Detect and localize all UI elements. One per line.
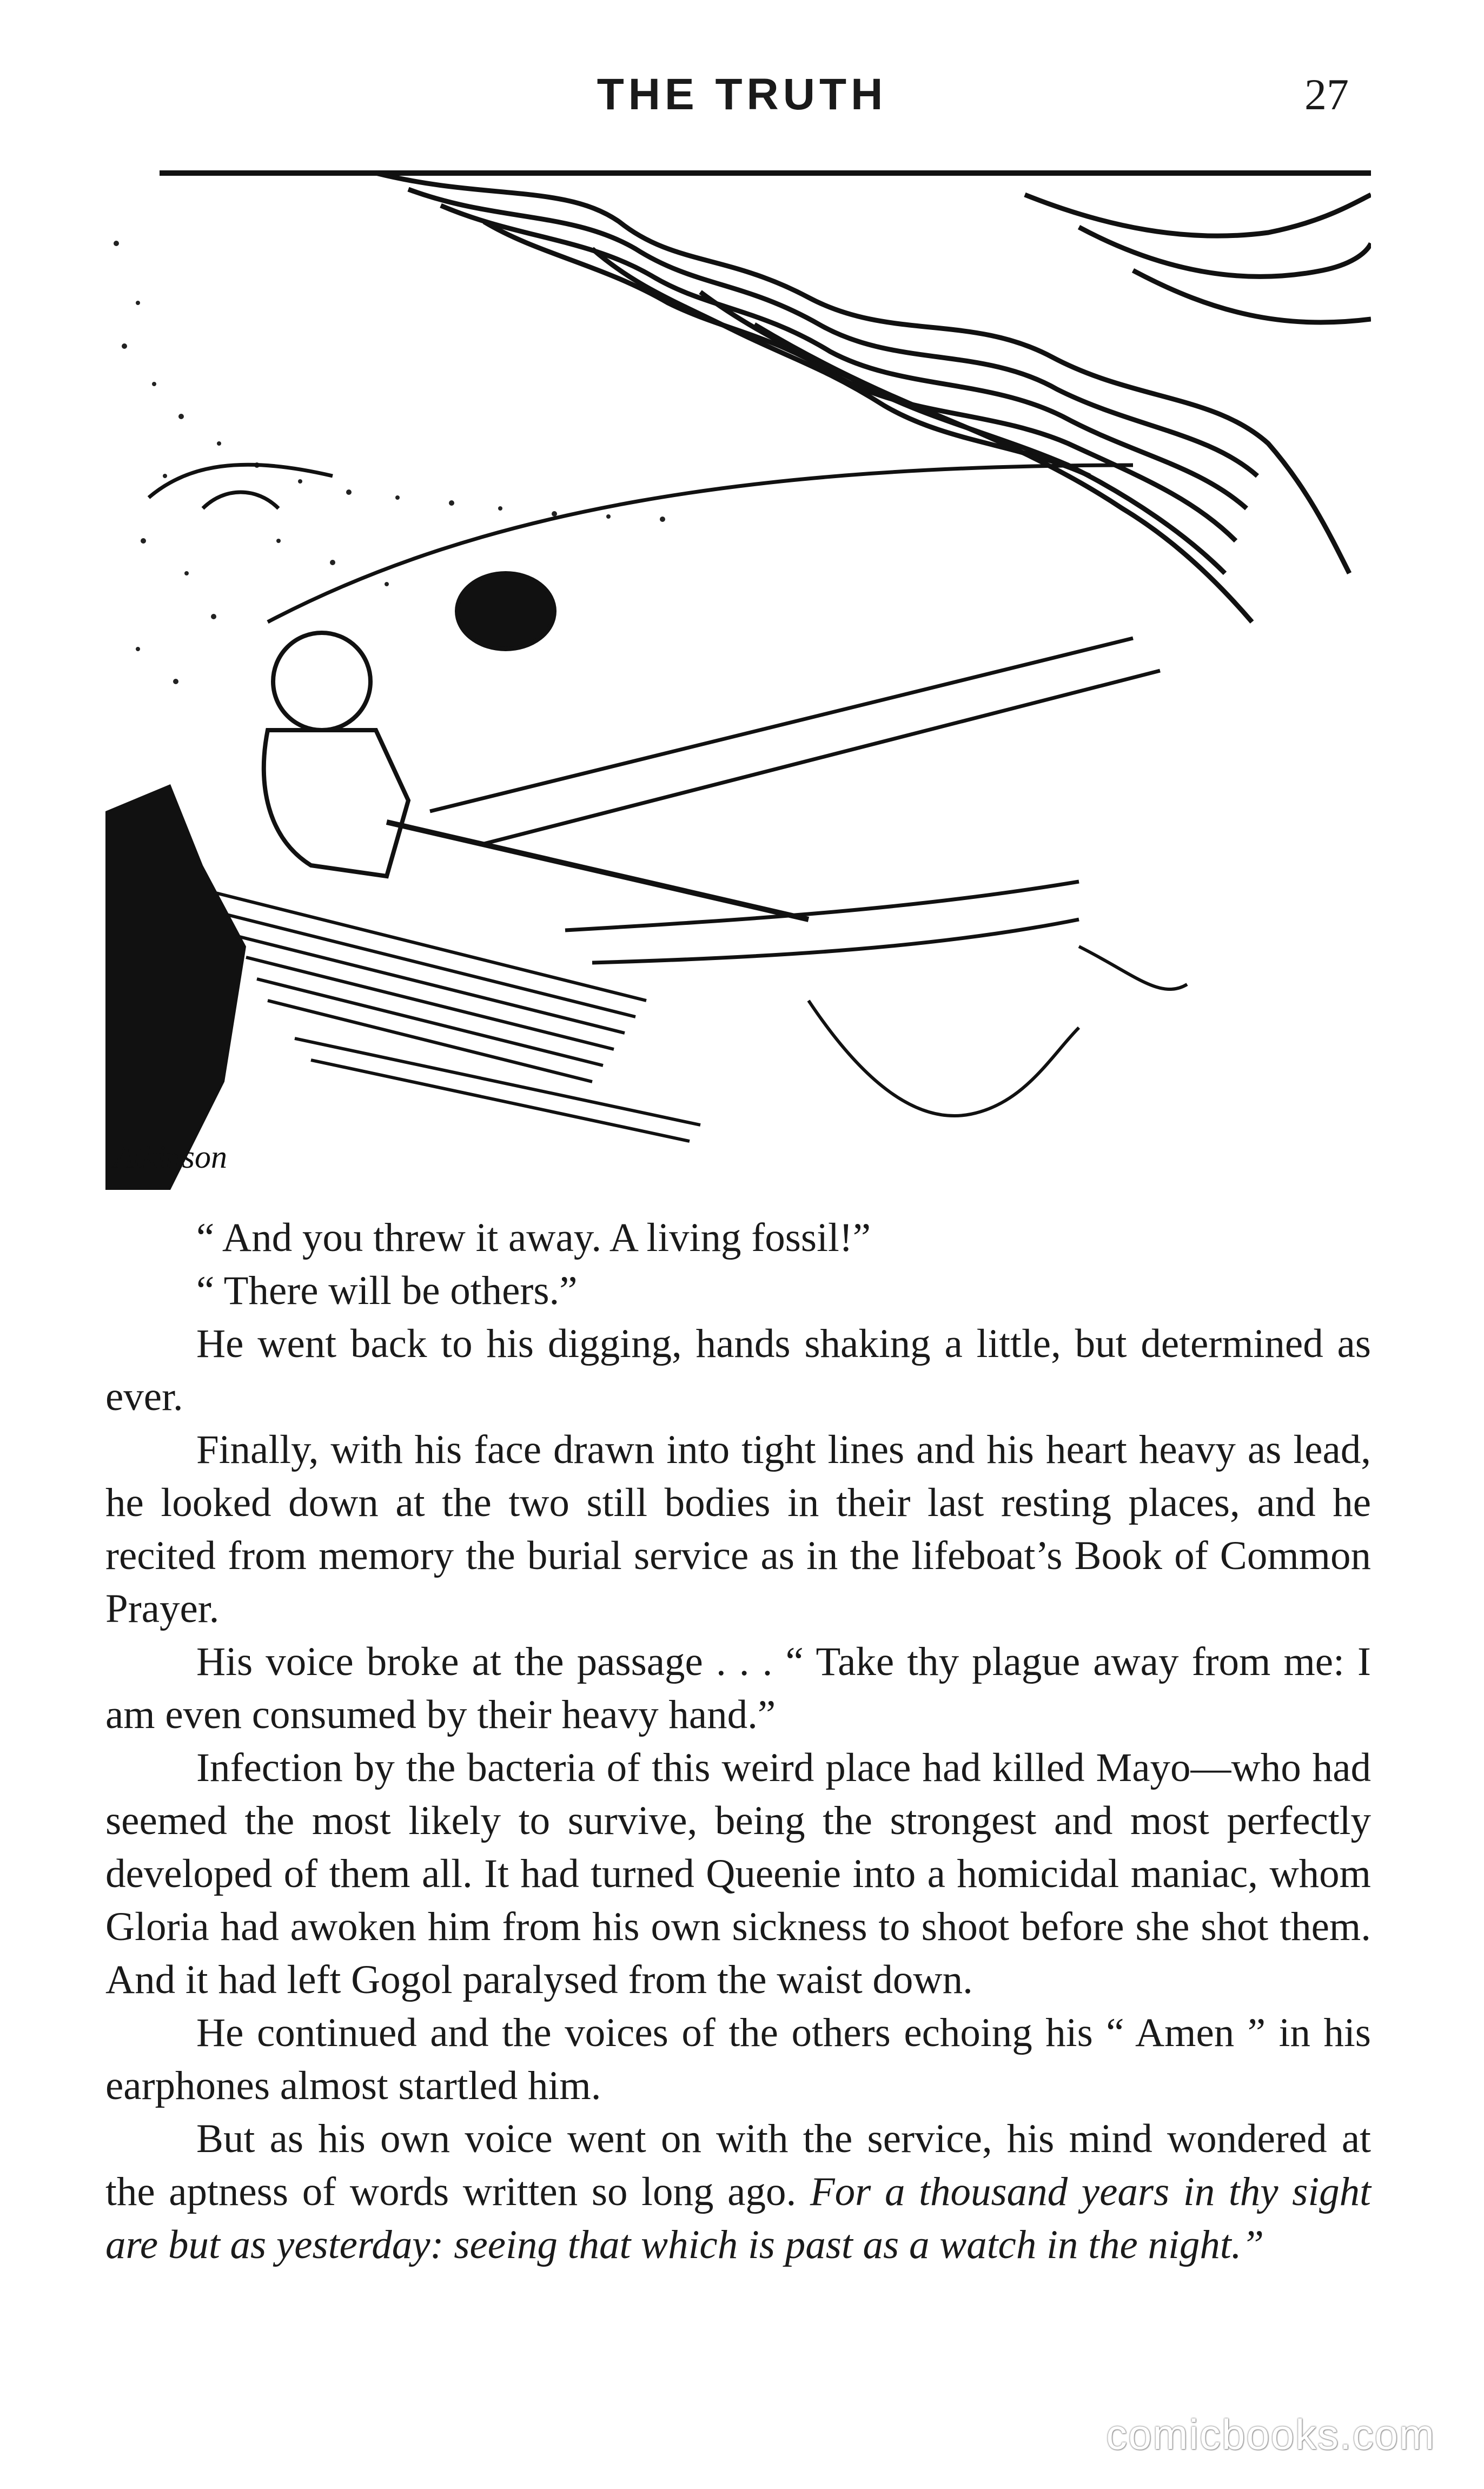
- stippled-sky: [114, 241, 665, 684]
- water-lines: [268, 465, 1160, 963]
- paragraph-final-roman: But as his own voice went on with the service, his mind wondered at the aptness of words written so long ago.: [105, 2116, 1371, 2214]
- paragraph: “ And you threw it away. A living fossil!”: [196, 1215, 871, 1260]
- paragraph: He continued and the voices of the others echoing his “ Amen ” in his earphones almost startled him.: [105, 2010, 1371, 2108]
- rock-hatching: [214, 892, 1187, 1141]
- rocky-foreground: [105, 784, 246, 1190]
- paragraph: He went back to his digging, hands shaking a little, but determined as ever.: [105, 1321, 1371, 1419]
- story-illustration: [105, 162, 1371, 1190]
- page-number: 27: [1304, 70, 1349, 119]
- astronaut-figure: [264, 573, 809, 919]
- flying-creature: [149, 465, 333, 508]
- paragraph: His voice broke at the passage . . . “ Take thy plague away from me: I am even consumed by their heavy hand.”: [105, 1639, 1371, 1737]
- paragraph: Finally, with his face drawn into tight lines and his heart heavy as lead, he looked down at the two still bodies in their last resting places, and he recited from memory the burial service as in the lifeboat’s Book of Common Prayer.: [105, 1427, 1371, 1631]
- story-text: [105, 1212, 1371, 2272]
- paragraph: Infection by the bacteria of this weird place had killed Mayo—who had seemed the most likely to survive, being the strongest and most perfectly developed of them all. It had turned Queenie into a homicidal maniac, whom Gloria had awoken him from his own sickness to shoot before she shot them. And it had left Gogol paralysed from the waist down.: [105, 1745, 1371, 2002]
- watermark: comicbooks.com: [1106, 2411, 1435, 2458]
- paragraph-final-italic: For a thousand years in thy sight are but as yesterday: seeing that which is past as a watch in the night.”: [105, 2169, 1371, 2267]
- running-header-title: THE TRUTH: [597, 70, 887, 119]
- paragraph-final: [105, 2113, 1371, 2272]
- illustrator-signature: Atkinson: [114, 1139, 227, 1175]
- cliff-strata: [376, 173, 1371, 622]
- paragraph: “ There will be others.”: [196, 1268, 578, 1313]
